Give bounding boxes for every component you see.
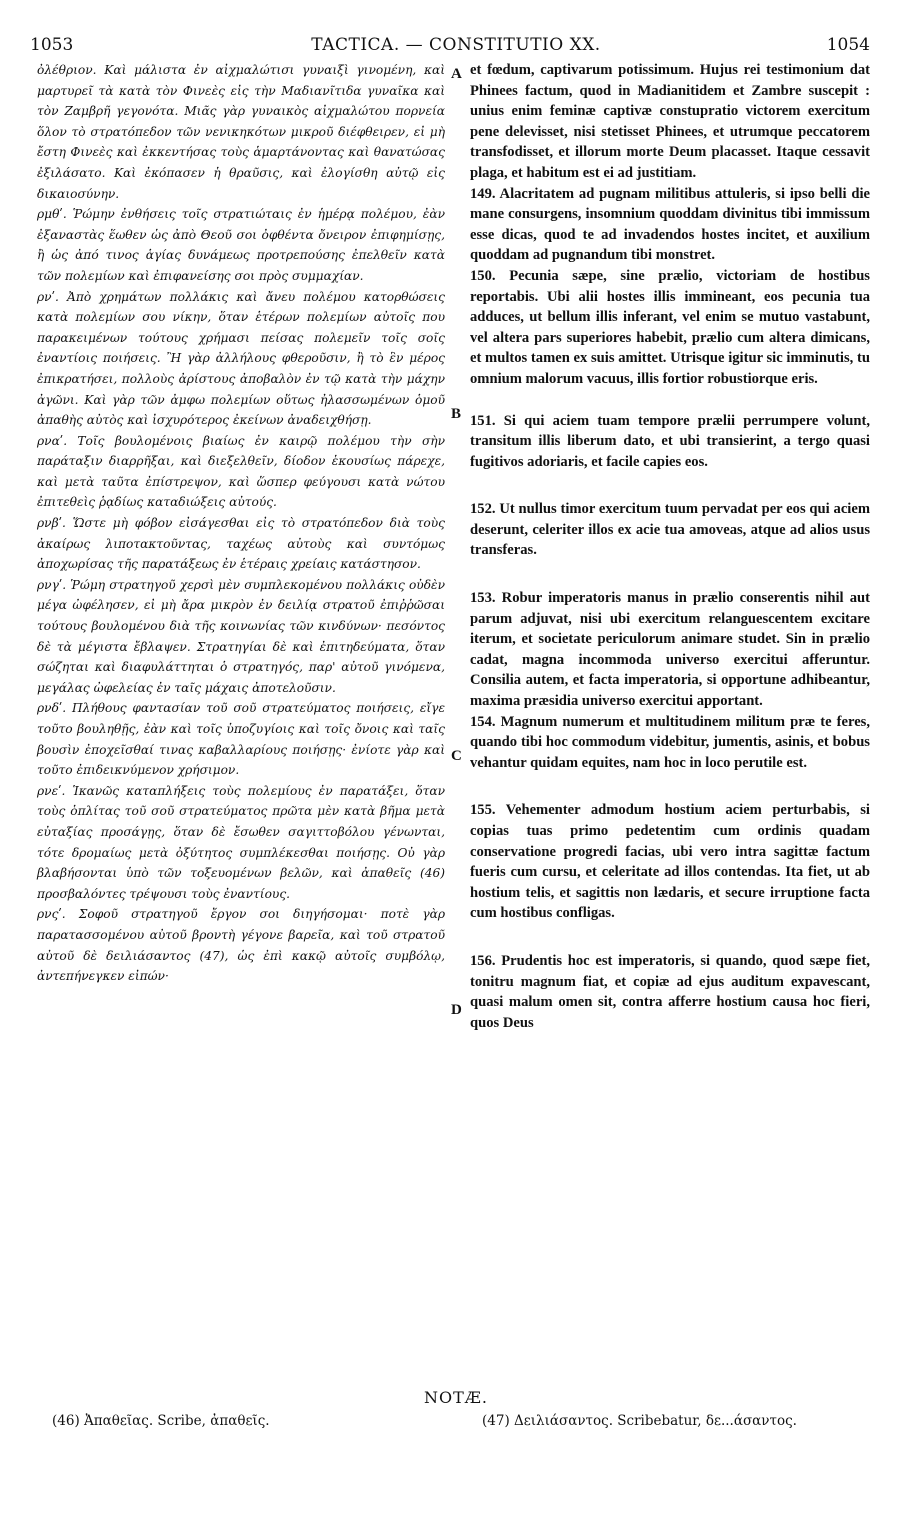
latin-paragraph: 156. Prudentis hoc est imperatoris, si quando, quod sæpe fiet, tonitru magnum fiat, et copiæ ad ejus auditum expavescant, quasi malum omen sit, contra afferre hostium causa hoc fieri, quos Deus (470, 952, 870, 1031)
margin-marker-b: B (451, 406, 462, 422)
greek-paragraph: ρνβʹ. Ὥστε μὴ φόβον εἰσάγεσθαι εἰς τὸ στρατόπεδον διὰ τοὺς ἀκαίρως λιποτακτοῦντας, ταχέως αὐτοὺς καὶ συντόμως ἀποχωρίσας τῆς παρατάξεως ἐν ἑτέραις χρείαις κατάστησον. (37, 516, 445, 572)
latin-paragraph: 155. Vehementer admodum hostium aciem perturbabis, si copias tuas primo pedetentim cum ordinis quadam conservatione progredi facias, ubi vero intra sagittæ factum fueris cum cursu, et celeritate ad illos contendas. Ita fiet, ut ab hostium telis, et sagittis non lædaris, et secure irruptione facta cum hostibus confligas. (470, 802, 870, 922)
greek-paragraph: ρνεʹ. Ἱκανῶς καταπλήξεις τοὺς πολεμίους ἐν παρατάξει, ὅταν τοὺς ὁπλίτας τοῦ σοῦ στρατεύματος πρῶτα μὲν κατὰ βῆμα μετὰ εὐταξίας προσάγῃς, ὅταν δὲ ἔσωθεν σαγιττοβόλου γένωνται, τότε δρομαίως μετὰ ὀξύτητος συμπλέκεσθαι ποιήσῃς. Οὐ γὰρ βλαβήσονται ὑπὸ τῶν τοξευομένων βελῶν, καὶ ἀπαθεῖς (46) προσβαλόντες τρέψουσι τοὺς ἐναντίους. (37, 783, 445, 901)
page-number-right: 1054 (826, 35, 870, 55)
margin-marker-a: A (451, 66, 462, 82)
latin-paragraph: 152. Ut nullus timor exercitum tuum pervadat per eos qui aciem deserunt, celeriter illos ex acie tua amoveas, atque ad alios usus transferas. (470, 501, 870, 559)
greek-paragraph: ρνʹ. Ἀπὸ χρημάτων πολλάκις καὶ ἄνευ πολέμου κατορθώσεις κατὰ πολεμίων σου νίκην, ὅταν ἑτέρων πολεμίων αὐτοῖς που παρακειμένων τούτους χρήμασι πείσας πολεμεῖν τοῖς σοῖς ἐναντίοις ποιήσεις. Ἢ γὰρ ἀλλήλους φθεροῦσιν, ἢ τὸ ἓν μέρος ἐπικρατήσει, πολλοὺς ἀρίστους ἀποβαλὸν ἐν τῷ κατὰ τὴν μάχην ἀγῶνι. Καὶ γὰρ τῶν ἀμφω πολεμίων οὕτως ἠλασσωμένων ὁμοῦ ἀπαθὴς αὐτὸς καὶ ἰσχυρότερος ἐκείνων ἀναδειχθήσῃ. (37, 289, 445, 428)
page-number-left: 1053 (30, 35, 74, 55)
margin-marker-c: C (451, 748, 462, 764)
greek-column (37, 60, 445, 987)
latin-paragraph: 150. Pecunia sæpe, sine prælio, victoriam de hostibus reportabis. Ubi alii hostes illis immineant, eos pecunia tua adduces, ut bellum illis inferant, vel enim se mutuo vastabunt, vel altera pars superiores habebit, prælio cum altera dimicans, et multos tamen ex suis amittet. Utrisque igitur sic imminutis, tu omnium malorum vacuus, illis fortior robustiorque eris. (470, 267, 870, 387)
notes-heading: NOTÆ. (424, 1388, 488, 1407)
footnote-46: (46) Ἀπαθεῖας. Scribe, ἀπαθεῖς. (52, 1413, 270, 1429)
running-title: TACTICA. — CONSTITUTIO XX. (311, 35, 601, 55)
greek-paragraph: ρνγʹ. Ῥώμη στρατηγοῦ χερσὶ μὲν συμπλεκομένου πολλάκις οὐδὲν μέγα ὠφέλησεν, εἰ μὴ ἄρα μικρὸν ἐν δειλίᾳ στρατοῦ ἐπιῤῥῶσαι τούτους βουλομένου διὰ τῆς κοινωνίας τῶν κινδύνων· πεσόντος δὲ τὰ μέγιστα ἔβλαψεν. Στρατηγίαι δὲ καὶ ἐπιτηδεύματα, ὅταν σώζηται καὶ διαφυλάττηται ὁ στρατηγός, παρ' αὐτοῦ γινόμενα, μεγάλας ὠφελείας ἐν ταῖς μάχαις ἀποτελοῦσιν. (37, 577, 445, 695)
greek-paragraph: ρνςʹ. Σοφοῦ στρατηγοῦ ἔργον σοι διηγήσομαι· ποτὲ γὰρ παρατασσομένου αὐτοῦ βροντὴ γέγονε βαρεῖα, καὶ τοῦ στρατοῦ αὐτοῦ δὲ δειλιάσαντος (47), ὡς ἐπὶ κακῷ αὐτοῖς συμβόλῳ, ἀντεπήνεγκεν εἰπών· (37, 907, 445, 984)
greek-paragraph: ρνδʹ. Πλήθους φαντασίαν τοῦ σοῦ στρατεύματος ποιήσεις, εἴγε τοῦτο βουληθῇς, ἐὰν καὶ τοῖς ὑποζυγίοις καὶ τοῖς ὄνοις καὶ ταῖς βουσὶν ἐποχεῖσθαί τινας καβαλλαρίους ποιήσῃς· ἐνίοτε γὰρ καὶ τοῦτο ἐπιδεικνύμενον χρήσιμον. (37, 701, 445, 778)
latin-paragraph: 149. Alacritatem ad pugnam militibus attuleris, si ipso belli die mane consurgens, insomnium quoddam divinitus tibi immissum esse dicas, quod te ad invadendos hostes incitet, et auxilium quoddam ad pugnandum tibi monstret. (470, 185, 870, 264)
greek-paragraph: ρναʹ. Τοῖς βουλομένοις βιαίως ἐν καιρῷ πολέμου τὴν σὴν παράταξιν διαρρῆξαι, καὶ διεξελθεῖν, δίοδον ἑκουσίως πάρεχε, καὶ μετὰ ταῦτα ἐπίστρεψον, καὶ ὥσπερ φεύγουσι κατὰ νώτου ἐπιτεθεὶς ῥᾳδίως καταδιώξεις αὐτούς. (37, 433, 445, 510)
greek-paragraph: ὀλέθριον. Καὶ μάλιστα ἐν αἰχμαλώτισι γυναιξὶ γινομένη, καὶ μαρτυρεῖ τὰ κατὰ τὸν Φινεὲς εἰς τὴν Μαδιανῖτιδα γυναῖκα καὶ τὸν Ζαμβρῆ γεγονότα. Μιᾶς γὰρ γυναικὸς αἰχμαλώτου πορνεία ὅλον τὸ στρατόπεδον τῶν νενικηκότων μικροῦ διέφθειρεν, εἰ μὴ ἔστη Φινεὲς καὶ ἐκκεντήσας τοὺς ἁμαρτάνοντας καὶ θανατώσας ἐξιλάσατο. Καὶ ἐκόπασεν ἡ θραῦσις, καὶ ἐλογίσθη αὐτῷ εἰς δικαιοσύνην. (37, 63, 445, 201)
footnote-47: (47) Δειλιάσαντος. Scribebatur, δε...άσαντος. (482, 1413, 797, 1429)
latin-paragraph: 151. Si qui aciem tuam tempore prælii perrumpere volunt, transitum illis liberum dato, et ubi transierint, a tergo quasi fugitivos adoriaris, et facile capies eos. (470, 412, 870, 470)
latin-column (470, 60, 870, 1033)
latin-paragraph: 154. Magnum numerum et multitudinem militum præ te feres, quando tibi hoc commodum videbitur, jumentis, asinis, et bobus vehantur quidam equites, nam hoc in loco perutile est. (470, 713, 870, 771)
latin-paragraph: et fœdum, captivarum potissimum. Hujus rei testimonium dat Phinees factum, quod in Madianitidem et Zambre suscepit : unius enim feminæ captivæ constupratio victorem exercitum pene delevisset, nisi stetisset Phinees, et utrumque peccatorem transfodisset, et illorum morte Deum placasset. Itaque cessavit plaga, et habitum est ei ad justitiam. (470, 62, 870, 181)
latin-paragraph: 153. Robur imperatoris manus in prælio conserentis nihil aut parum adjuvat, nisi ubi exercitum relanguescentem excitare iterum, et societate periculorum animare studet. Sin in prælio cadat, magna incommoda universo exercitui afferuntur. Consilia autem, et facta imperatoria, si opportune adhibeantur, maxima præsidia universo exercitui apportant. (470, 590, 870, 710)
greek-paragraph: ρμθʹ. Ῥώμην ἐνθήσεις τοῖς στρατιώταις ἐν ἡμέρᾳ πολέμου, ἐὰν ἐξαναστὰς ἕωθεν ὡς ἀπὸ Θεοῦ σοι ὀφθέντα ὄνειρον ἐπιφημίσῃς, ἢ ὡς ἀπό τινος ἁγίας δυνάμεως προτρεπούσης ἐπελθεῖν κατὰ τῶν πολεμίων καὶ ἐπιφανείσης σοι πρὸς συμμαχίαν. (37, 207, 445, 283)
margin-marker-d: D (451, 1002, 462, 1018)
